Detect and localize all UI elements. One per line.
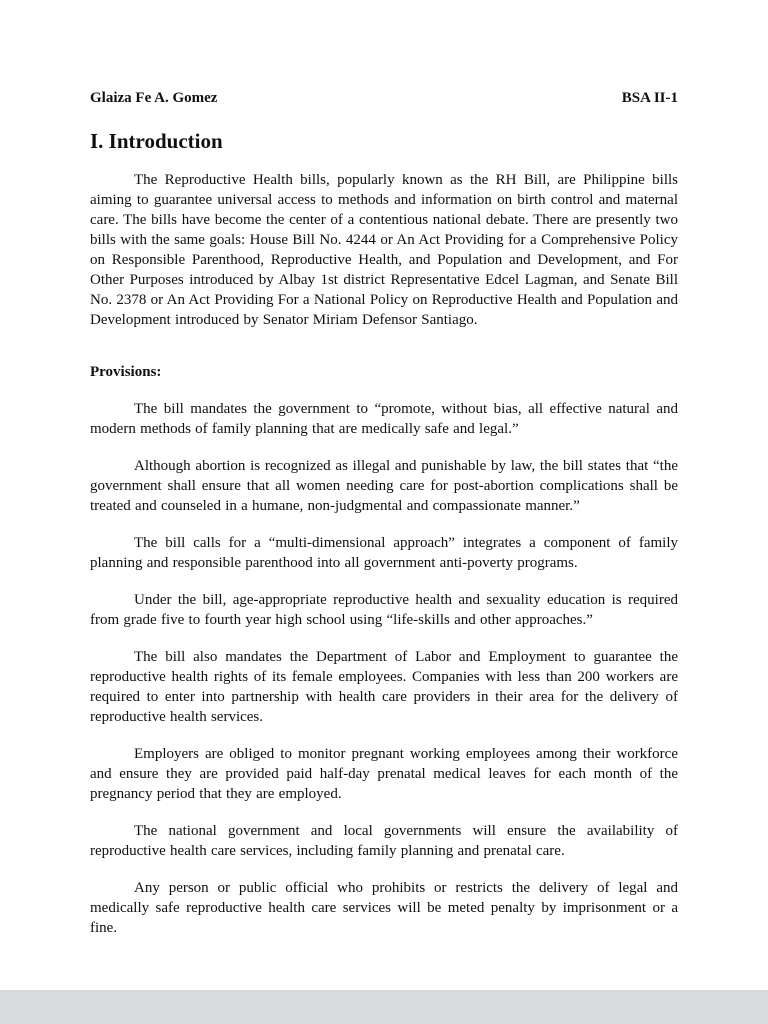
provision-paragraph: Under the bill, age-appropriate reproductive health and sexuality education is required from grade five to fourth year high school using “life-skills and other approaches.”: [90, 592, 678, 628]
viewer-background: [0, 990, 768, 1024]
intro-paragraph: The Reproductive Health bills, popularly known as the RH Bill, are Philippine bills aiming to guarantee universal access to methods and information on birth control and maternal care. The bills have become the center of a contentious national debate. There are presently two bills with the same goals: House Bill No. 4244 or An Act Providing for a Comprehensive Policy on Responsible Parenthood, Reproductive Health, and Population and Development, and For Other Purposes introduced by Albay 1st district Representative Edcel Lagman, and Senate Bill No. 2378 or An Act Providing For a National Policy on Reproductive Health and Population and Development introduced by Senator Miriam Defensor Santiago.: [90, 172, 678, 328]
provision-paragraph: The bill mandates the government to “promote, without bias, all effective natural and modern methods of family planning that are medically safe and legal.”: [90, 401, 678, 437]
provisions-heading: Provisions:: [90, 364, 162, 380]
provision-paragraph: Any person or public official who prohibits or restricts the delivery of legal and medically safe reproductive health care services will be meted penalty by imprisonment or a fine.: [90, 880, 678, 936]
document-header: [90, 90, 678, 107]
page-title: I. Introduction: [90, 129, 223, 153]
provision-paragraph: The bill calls for a “multi-dimensional approach” integrates a component of family planning and responsible parenthood into all government anti-poverty programs.: [90, 535, 678, 571]
provision-paragraph: The bill also mandates the Department of Labor and Employment to guarantee the reproductive health rights of its female employees. Companies with less than 200 workers are required to enter into partnership with health care providers in their area for the delivery of reproductive health services.: [90, 649, 678, 725]
author-name: Glaiza Fe A. Gomez: [90, 90, 218, 106]
provision-paragraph: The national government and local governments will ensure the availability of reproductive health care services, including family planning and prenatal care.: [90, 823, 678, 859]
provision-paragraph: Although abortion is recognized as illegal and punishable by law, the bill states that “the government shall ensure that all women needing care for post-abortion complications shall be treated and counseled in a humane, non-judgmental and compassionate manner.”: [90, 458, 678, 514]
provision-paragraph: Employers are obliged to monitor pregnant working employees among their workforce and ensure they are provided paid half-day prenatal medical leaves for each month of the pregnancy period that they are employed.: [90, 746, 678, 802]
class-section-label: BSA II-1: [621, 90, 678, 106]
